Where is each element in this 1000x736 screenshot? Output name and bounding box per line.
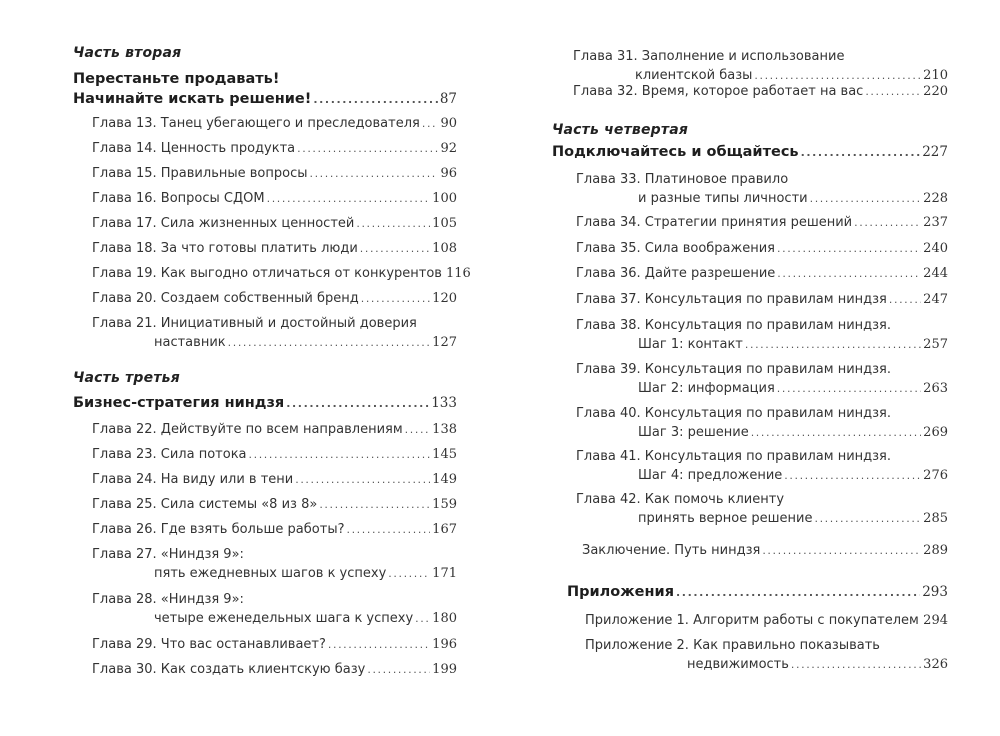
chapter-title-cont: наставник [154, 335, 226, 350]
page-number: 294 [923, 613, 948, 628]
chapter-title: Сила системы «8 из 8» [160, 497, 318, 512]
chapter-title: Консультация по правилам ниндзя. [644, 406, 891, 421]
toc-entry-appendix-1[interactable] [585, 611, 948, 630]
dot-leader [745, 335, 921, 354]
chapter-title: Платиновое правило [644, 172, 789, 187]
part-title-text: Бизнес-стратегия ниндзя [73, 395, 285, 411]
dot-leader [361, 289, 430, 308]
page-number: 269 [923, 425, 948, 440]
chapter-title: Как выгодно отличаться от конкурентов [160, 266, 442, 281]
dot-leader [297, 139, 438, 158]
page-number: 285 [923, 511, 948, 526]
chapter-title: Где взять больше работы? [160, 522, 345, 537]
dot-leader [865, 82, 921, 101]
chapter-title: Сила жизненных ценностей [160, 216, 355, 231]
dot-leader [751, 423, 921, 442]
dot-leader [777, 239, 921, 258]
dot-leader [762, 541, 921, 560]
part-two-label: Часть вторая [73, 45, 182, 61]
toc-entry-ch14[interactable] [92, 139, 457, 158]
page-number: 105 [432, 216, 457, 231]
dot-leader [784, 466, 921, 485]
chapter-title: Как помочь клиенту [644, 492, 785, 507]
appendix-title-cont: недвижимость [687, 657, 789, 672]
chapter-title: Сила воображения [644, 241, 775, 256]
appendix-title: Алгоритм работы с покупателем [693, 613, 919, 628]
dot-leader [228, 333, 431, 352]
appendix-title: Как правильно показывать [693, 638, 880, 653]
page-number: 228 [923, 191, 948, 206]
chapter-title: Правильные вопросы [160, 166, 308, 181]
page-number: 210 [923, 68, 948, 83]
toc-entry-ch36[interactable] [576, 264, 948, 283]
dot-leader [676, 583, 920, 603]
right-page [552, 0, 948, 736]
chapter-title: Танец убегающего и преследователя [160, 116, 420, 131]
chapter-title-cont: и разные типы личности [638, 191, 808, 206]
dot-leader [267, 189, 431, 208]
part-four-title[interactable] [552, 142, 948, 163]
chapter-title-cont: Шаг 3: решение [638, 425, 749, 440]
chapter-number: Глава 20. [92, 291, 157, 306]
left-page [73, 0, 471, 736]
chapter-number: Глава 42. [576, 492, 641, 507]
toc-entry-ch37[interactable] [576, 290, 948, 309]
part-title-text: Приложения [567, 584, 675, 600]
page-number: 199 [432, 662, 457, 677]
chapter-number: Глава 25. [92, 497, 157, 512]
page-number: 196 [432, 637, 457, 652]
chapter-number: Глава 39. [576, 362, 641, 377]
chapter-number: Глава 15. [92, 166, 157, 181]
chapter-title: Сила потока [160, 447, 247, 462]
chapter-number: Глава 38. [576, 318, 641, 333]
toc-entry-ch21[interactable] [92, 314, 457, 352]
page-number: 120 [432, 291, 457, 306]
toc-entry-ch28[interactable] [92, 590, 457, 628]
page-number: 326 [923, 657, 948, 672]
chapter-title-cont: принять верное решение [638, 511, 813, 526]
page-number: 293 [922, 584, 948, 600]
part-three-label: Часть третья [73, 370, 180, 386]
dot-leader [405, 420, 431, 439]
chapter-number: Глава 23. [92, 447, 157, 462]
page-number: 220 [923, 84, 948, 99]
chapter-number: Глава 27. [92, 547, 157, 562]
toc-entry-ch32[interactable] [573, 82, 948, 101]
chapter-number: Глава 22. [92, 422, 157, 437]
chapter-number: Глава 35. [576, 241, 641, 256]
chapter-title: Дайте разрешение [644, 266, 776, 281]
dot-leader [777, 379, 921, 398]
chapter-title: «Ниндзя 9»: [160, 592, 244, 607]
chapter-number: Глава 33. [576, 172, 641, 187]
toc-entry-ch18[interactable] [92, 239, 457, 258]
chapter-title-cont: четыре еженедельных шага к успеху [154, 611, 414, 626]
chapter-number: Глава 41. [576, 449, 641, 464]
dot-leader [388, 564, 430, 583]
toc-entry-ch42[interactable] [576, 490, 948, 528]
chapter-number: Глава 21. [92, 316, 157, 331]
dot-leader [422, 114, 439, 133]
toc-entry-ch16[interactable] [92, 189, 457, 208]
chapter-number: Глава 24. [92, 472, 157, 487]
chapter-number: Глава 19. [92, 266, 157, 281]
appendix-number: Приложение 1. [585, 613, 689, 628]
chapter-title: Консультация по правилам ниндзя. [644, 449, 891, 464]
chapter-number: Глава 29. [92, 637, 157, 652]
dot-leader [346, 520, 430, 539]
dot-leader [328, 635, 430, 654]
chapter-number: Глава 28. [92, 592, 157, 607]
toc-entry-ch39[interactable] [576, 360, 948, 398]
page-number: 276 [923, 468, 948, 483]
chapter-title-cont: клиентской базы [635, 68, 753, 83]
chapter-title: Консультация по правилам ниндзя. [644, 362, 891, 377]
chapter-number: Глава 17. [92, 216, 157, 231]
chapter-title: Вопросы СДОМ [160, 191, 265, 206]
dot-leader [810, 189, 922, 208]
page-number: 180 [432, 611, 457, 626]
chapter-number: Глава 14. [92, 141, 157, 156]
page-number: 227 [922, 144, 948, 160]
page-number: 133 [431, 395, 457, 411]
page-number: 108 [432, 241, 457, 256]
page-number: 171 [432, 566, 457, 581]
appendix-number: Приложение 2. [585, 638, 689, 653]
dot-leader [889, 290, 921, 309]
page-number: 96 [440, 166, 457, 181]
part-title-line1: Перестаньте продавать! [73, 71, 280, 87]
part-title-text: Подключайтесь и общайтесь [552, 144, 799, 160]
chapter-number: Глава 37. [576, 292, 641, 307]
toc-entry-ch17[interactable] [92, 214, 457, 233]
dot-leader [814, 509, 921, 528]
dot-leader [367, 660, 430, 679]
page-number: 149 [432, 472, 457, 487]
appendices-title[interactable] [567, 582, 948, 603]
part-title-line2: Начинайте искать решение! [73, 91, 312, 107]
chapter-number: Глава 26. [92, 522, 157, 537]
chapter-number: Глава 40. [576, 406, 641, 421]
page-number: 257 [923, 337, 948, 352]
toc-entry-ch25[interactable] [92, 495, 457, 514]
page-number: 159 [432, 497, 457, 512]
page-number: 145 [432, 447, 457, 462]
toc-entry-ch34[interactable] [576, 213, 948, 232]
dot-leader [313, 90, 437, 110]
dot-leader [295, 470, 430, 489]
page-number: 92 [440, 141, 457, 156]
toc-entry-conclusion[interactable] [582, 541, 948, 560]
page-number: 240 [923, 241, 948, 256]
page-number: 138 [432, 422, 457, 437]
page-number: 90 [440, 116, 457, 131]
chapter-number: Глава 32. [573, 84, 638, 99]
chapter-title: Консультация по правилам ниндзя. [644, 318, 891, 333]
toc-entry-ch40[interactable] [576, 404, 948, 442]
toc-entry-ch35[interactable] [576, 239, 948, 258]
chapter-number: Глава 36. [576, 266, 641, 281]
dot-leader [415, 609, 430, 628]
toc-entry-ch24[interactable] [92, 470, 457, 489]
toc-entry-ch38[interactable] [576, 316, 948, 354]
part-three-title[interactable] [73, 393, 457, 414]
toc-entry-ch30[interactable] [92, 660, 457, 679]
page-number: 244 [923, 266, 948, 281]
part-four-label: Часть четвертая [552, 122, 689, 138]
toc-entry-ch13[interactable] [92, 114, 457, 133]
chapter-title: Заполнение и использование [641, 49, 845, 64]
dot-leader [360, 239, 430, 258]
dot-leader [286, 394, 429, 414]
toc-entry-ch20[interactable] [92, 289, 457, 308]
page-number: 127 [432, 335, 457, 350]
toc-entry-ch15[interactable] [92, 164, 457, 183]
page-number: 237 [923, 215, 948, 230]
toc-entry-ch29[interactable] [92, 635, 457, 654]
chapter-number: Глава 30. [92, 662, 157, 677]
toc-entry-ch19[interactable] [92, 264, 471, 283]
chapter-title: Что вас останавливает? [160, 637, 326, 652]
dot-leader [801, 143, 921, 163]
part-two-title[interactable] [73, 69, 457, 110]
chapter-number: Глава 34. [576, 215, 641, 230]
chapter-number: Глава 18. [92, 241, 157, 256]
page-number: 100 [432, 191, 457, 206]
dot-leader [854, 213, 921, 232]
conclusion-title: Заключение. Путь ниндзя [582, 543, 761, 558]
toc-entry-ch31[interactable] [573, 47, 948, 85]
toc-entry-ch41[interactable] [576, 447, 948, 485]
dot-leader [309, 164, 438, 183]
chapter-title: Создаем собственный бренд [160, 291, 359, 306]
chapter-title: Время, которое работает на вас [641, 84, 864, 99]
chapter-title: Действуйте по всем направлениям [160, 422, 403, 437]
chapter-title: За что готовы платить люди [160, 241, 358, 256]
dot-leader [249, 445, 431, 464]
dot-leader [356, 214, 430, 233]
chapter-title: «Ниндзя 9»: [160, 547, 244, 562]
dot-leader [791, 655, 921, 674]
chapter-number: Глава 16. [92, 191, 157, 206]
chapter-title-cont: Шаг 1: контакт [638, 337, 743, 352]
chapter-number: Глава 13. [92, 116, 157, 131]
page-number: 87 [439, 91, 457, 107]
chapter-title: На виду или в тени [160, 472, 294, 487]
dot-leader [319, 495, 430, 514]
chapter-title: Ценность продукта [160, 141, 296, 156]
toc-entry-appendix-2[interactable] [585, 636, 948, 674]
toc-entry-ch27[interactable] [92, 545, 457, 583]
chapter-title: Стратегии принятия решений [644, 215, 853, 230]
toc-entry-ch33[interactable] [576, 170, 948, 208]
dot-leader [777, 264, 921, 283]
page-number: 167 [432, 522, 457, 537]
chapter-title: Как создать клиентскую базу [160, 662, 366, 677]
page-number: 263 [923, 381, 948, 396]
chapter-title-cont: пять ежедневных шагов к успеху [154, 566, 387, 581]
chapter-number: Глава 31. [573, 49, 638, 64]
chapter-title: Инициативный и достойный доверия [160, 316, 417, 331]
chapter-title: Консультация по правилам ниндзя [644, 292, 887, 307]
page-number: 247 [923, 292, 948, 307]
toc-entry-ch22[interactable] [92, 420, 457, 439]
chapter-title-cont: Шаг 4: предложение [638, 468, 783, 483]
chapter-title-cont: Шаг 2: информация [638, 381, 775, 396]
toc-entry-ch23[interactable] [92, 445, 457, 464]
page-number: 116 [445, 266, 471, 281]
toc-entry-ch26[interactable] [92, 520, 457, 539]
page-number: 289 [923, 543, 948, 558]
